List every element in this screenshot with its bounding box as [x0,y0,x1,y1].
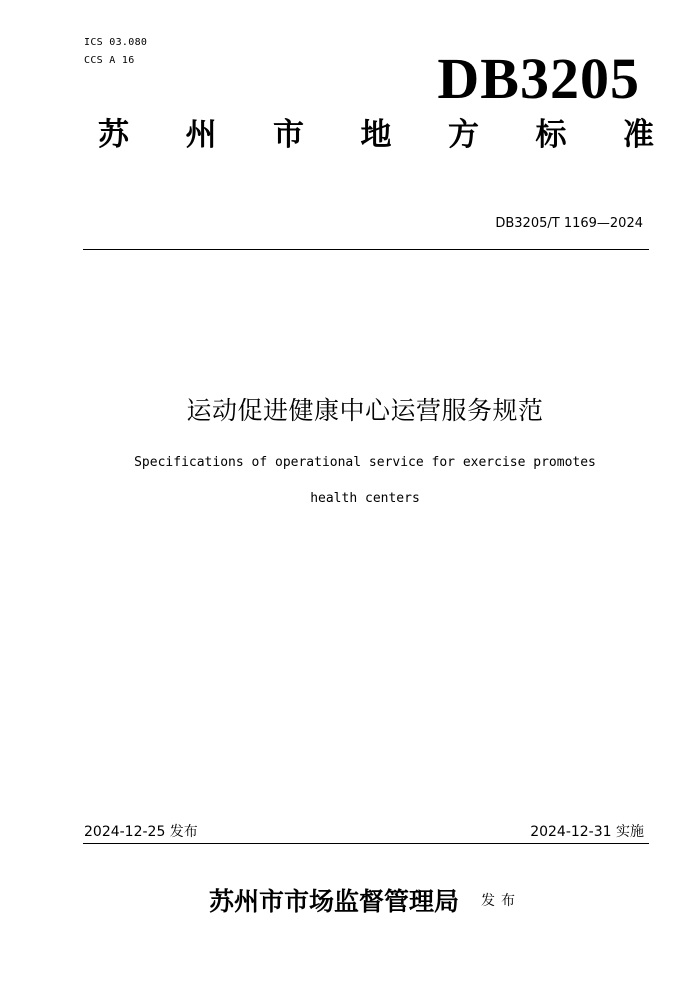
standard-type-char: 苏 [98,117,129,153]
ccs-code: CCS A 16 [84,55,135,66]
document-number: DB3205/T 1169—2024 [495,216,643,231]
standard-type-char: 州 [185,117,217,153]
implementation-date: 2024-12-31 实施 [530,824,644,840]
title-english-line-1: Specifications of operational service for exercise promotes [134,455,596,470]
standard-type-char: 方 [448,117,479,153]
title-chinese: 运动促进健康中心运营服务规范 [186,396,544,425]
title-english-line-2: health centers [310,491,420,506]
standard-type-char: 准 [623,117,654,153]
standard-type-char: 标 [535,117,567,153]
bottom-divider [83,843,649,844]
db-code-heading: DB3205 [437,46,640,111]
standard-type-char: 市 [273,117,304,153]
publisher-name: 苏州市市场监督管理局 [208,887,459,916]
publisher-line [0,882,700,918]
standard-type-heading [98,117,654,153]
publish-date: 2024-12-25 发布 [84,824,198,840]
ics-code: ICS 03.080 [84,37,148,48]
standard-type-char: 地 [360,117,392,153]
publish-label: 发布 [481,893,521,909]
top-divider [83,249,649,250]
